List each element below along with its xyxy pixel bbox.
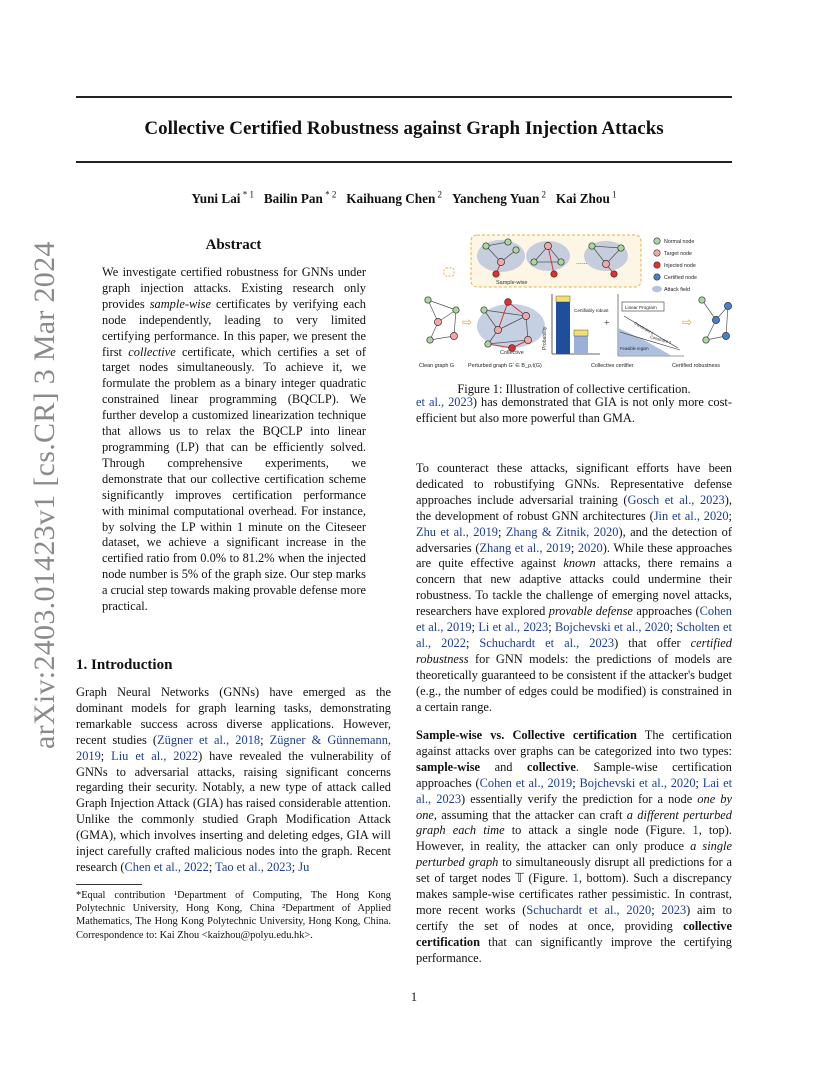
footnote [76, 889, 391, 942]
emphasis-text: provable defense [548, 604, 633, 619]
label-linear-program: Linear Program [625, 305, 657, 310]
label-collective-certifier: Collective certifier [591, 363, 634, 369]
citation-link[interactable]: Cohen et al., 2019 [479, 775, 573, 790]
citation-link[interactable]: 2023 [661, 902, 687, 917]
author-affiliation-mark: 2 [435, 190, 443, 200]
citation-link[interactable]: Bojchevski et al., 2020 [554, 620, 670, 635]
citation-link[interactable]: Cohen et al., 2019 [416, 604, 732, 635]
paper-title: Collective Certified Robustness against Graph Injection Attacks [144, 118, 664, 139]
citation-link[interactable]: Liu et al., 2022 [111, 748, 199, 763]
citation-link[interactable]: Schuchardt et al., 2023 [479, 635, 615, 650]
citation-link[interactable]: Zhang & Zitnik, 2020 [505, 524, 619, 539]
top-rule [76, 96, 732, 98]
footnote-rule [76, 884, 142, 885]
emphasis-text: collective [128, 344, 176, 359]
author-affiliation-mark: * 1 [240, 190, 254, 200]
abstract-text: We investigate certified robustness for GNNs under graph injection attacks. Existing research only provides sample-wise certificates by verifying each node independently, leading to very limited certifying performance. In this paper, we present the first collective certificate, which certifies a set of target nodes simultaneously. To achieve it, we formulate the problem as a binary integer quadratic constrained linear programming (BQCLP). We further develop a customized linearization technique that allows us to relax the BQCLP into linear programming (LP) that can be efficiently solved. Through comprehensive experiments, we demonstrate that our collective certification scheme significantly improves certification performance with minimal computational overhead. For instance, by solving the LP within 1 minute on the Citeseer dataset, we achieve a significant increase in the certified ratio from 0.0% to 81.2% when the injected node number is 5% of the graph size. Our step marks a crucial step towards making provable defense more practical. [102, 265, 366, 614]
svg-text:......: ...... [576, 259, 588, 266]
citation-link[interactable]: et al., 2023 [416, 395, 473, 409]
label-certifiably-robust: Certifiably robust [574, 308, 609, 313]
label-feasible-region: Feasible region [620, 346, 649, 351]
bold-text: Sample-wise vs. Collective certification [416, 728, 637, 742]
right-paragraph-2: To counteract these attacks, significant efforts have been dedicated to robustifying GNNs. Representative defense approaches include adversarial training (Gosch et al., 2023), the development of robust GNN architectures (Jin et al., 2020; Zhu et al., 2019; Zhang & Zitnik, 2020), and the detection of adversaries (Zhang et al., 2019; 2020). While these approaches are quite effective against known attacks, there remains a concern that new adaptive attacks could undermine their robustness. To tackle the challenge of emerging novel attacks, researchers have explored provable defense approaches (Cohen et al., 2019; Li et al., 2023; Bojchevski et al., 2020; Scholten et al., 2022; Schuchardt et al., 2023) that offer certified robustness for GNN models: the predictions of models are theoretically guaranteed to be consistent if the attacker's budget (e.g., the number of edges could be modified) is constrained in a certain range. [416, 461, 733, 714]
abstract-heading: Abstract [205, 237, 262, 253]
emphasis-text: a different perturbed graph each time [416, 807, 733, 838]
emphasis-text: sample-wise [149, 296, 211, 311]
citation-link[interactable]: 2020 [577, 540, 603, 555]
author-affiliation-mark: 2 [539, 190, 547, 200]
arxiv-identifier: arXiv:2403.01423v1 [cs.CR] 3 Mar 2024 [28, 241, 61, 749]
citation-link[interactable]: 1 [572, 871, 579, 886]
citation-link[interactable]: 1 [692, 823, 699, 838]
label-sample-wise: Sample-wise [496, 280, 528, 286]
svg-text:Injected node: Injected node [664, 263, 696, 269]
label-constraint-2: Constraint 2 [649, 334, 672, 345]
clean-graph [425, 297, 459, 343]
emphasis-text: certified robustness [416, 635, 732, 666]
citation-link[interactable]: Ju [298, 859, 310, 874]
figure-legend [652, 238, 697, 293]
author-list [76, 190, 732, 207]
citation-link[interactable]: Tao et al., 2023 [215, 859, 292, 874]
label-collective: Collective [500, 350, 524, 356]
emphasis-text: known [563, 556, 596, 571]
author-name: Bailin Pan $^{* 2}$ [263, 190, 337, 207]
citation-link[interactable]: Zhu et al., 2019 [416, 524, 498, 539]
citation-link[interactable]: Schuchardt et al., 2020 [526, 902, 652, 917]
perturbed-graph [477, 299, 545, 352]
citation-link[interactable]: Scholten et al., 2022 [416, 620, 732, 650]
section-heading-introduction: 1. Introduction [76, 657, 173, 673]
citation-link[interactable]: Zhang et al., 2019 [479, 540, 571, 555]
introduction-text: Graph Neural Networks (GNNs) have emerged as the dominant models for graph learning tasks, demonstrating remarkable success across diverse applications. However, recent studies (Zügner et al., 2018; Zügner & Günnemann, 2019; Liu et al., 2022) have revealed the vulnerability of GNNs to adversarial attacks, raising significant concerns regarding their security. Notably, a new type of attack called Graph Injection Attack (GIA) has raised considerable attention. Unlike the commonly studied Graph Modification Attack (GMA), which involves inserting and deleting edges, GIA will inject carefully crafted malicious nodes into the graph. Recent research (Chen et al., 2022; Tao et al., 2023; Ju [76, 685, 391, 874]
label-clean-graph: Clean graph G [419, 363, 455, 369]
label-perturbed-graph: Perturbed graph G' ∈ B_ρ,t(G) [468, 363, 542, 369]
certified-graph [699, 297, 732, 343]
citation-link[interactable]: Chen et al., 2022 [124, 859, 209, 874]
citation-link[interactable]: Li et al., 2023 [478, 620, 549, 635]
footnote-text: *Equal contribution ¹Department of Computing, The Hong Kong Polytechnic University, Hong Kong, China ²Department of Applied Mathematics, The Hong Kong Polytechnic University, Hong Kong, China. Correspondence to: Kai Zhou <kaizhou@polyu.edu.hk>. [76, 890, 391, 941]
svg-text:Normal node: Normal node [664, 239, 695, 245]
probability-bars [552, 294, 600, 354]
page-number: 1 [410, 990, 418, 1004]
author-affiliation-mark: * 2 [322, 190, 337, 200]
arrow-icon: ⇨ [682, 315, 693, 329]
label-probability: Probability [542, 326, 548, 350]
author-name: Kai Zhou $^1$ [555, 190, 617, 207]
svg-text:Certified node: Certified node [664, 275, 697, 281]
author-name: Yuni Lai $^{* 1}$ [191, 190, 254, 207]
author-name: Yancheng Yuan $^2$ [451, 190, 547, 207]
label-certified-robustness: Certified robustness [672, 363, 720, 369]
author-affiliation-mark: 1 [609, 190, 617, 200]
bold-text: collective [527, 759, 576, 774]
svg-text:Attack field: Attack field [664, 287, 690, 293]
citation-link[interactable]: Zügner & Günnemann, 2019 [76, 732, 391, 763]
plus-icon: + [604, 318, 610, 329]
citation-link[interactable]: Gosch et al., 2023 [627, 492, 725, 507]
emphasis-text: a single perturbed graph [416, 839, 732, 870]
bold-text: sample-wise [416, 759, 481, 774]
citation-link[interactable]: Bojchevski et al., 2020 [579, 775, 696, 790]
emphasis-text: one by one [416, 791, 732, 822]
author-name: Kaihuang Chen $^2$ [346, 190, 443, 207]
citation-link[interactable]: Lai et al., 2023 [416, 775, 733, 806]
citation-link[interactable]: Zügner et al., 2018 [157, 732, 261, 747]
title-rule [76, 161, 732, 163]
dashed-arrow-icon [444, 268, 454, 276]
figure-1-illustration [416, 232, 732, 372]
right-paragraph-1: et al., 2023) has demonstrated that GIA is not only more cost-efficient but also more powerful than GMA. [416, 395, 732, 425]
citation-link[interactable]: Jin et al., 2020 [653, 508, 729, 523]
bold-text: collective certification [416, 918, 732, 949]
right-paragraph-3: Sample-wise vs. Collective certification The certification against attacks over graphs can be categorized into two types: sample-wise and collective. Sample-wise certification approaches (Cohen et al., 2019; Bojchevski et al., 2020; Lai et al., 2023) essentially verify the prediction for a node one by one, assuming that the attacker can craft a different perturbed graph each time to attack a single node (Figure. 1, top). However, in reality, the attacker can only produce a single perturbed graph to simultaneously disrupt all predictions for a set of target nodes 𝕋 (Figure. 1, bottom). Such a discrepancy makes sample-wise certificates rather pessimistic. In contrast, more recent works (Schuchardt et al., 2020; 2023) aim to certify the set of nodes at once, providing collective certification that can significantly improve the certifying performance. [416, 728, 733, 965]
svg-text:Target node: Target node [664, 251, 692, 257]
label-constraint-1: Constraint 1 [633, 320, 655, 336]
arrow-icon: ⇨ [462, 315, 473, 329]
figure-1-caption: Figure 1: Illustration of collective certification. [457, 382, 691, 396]
